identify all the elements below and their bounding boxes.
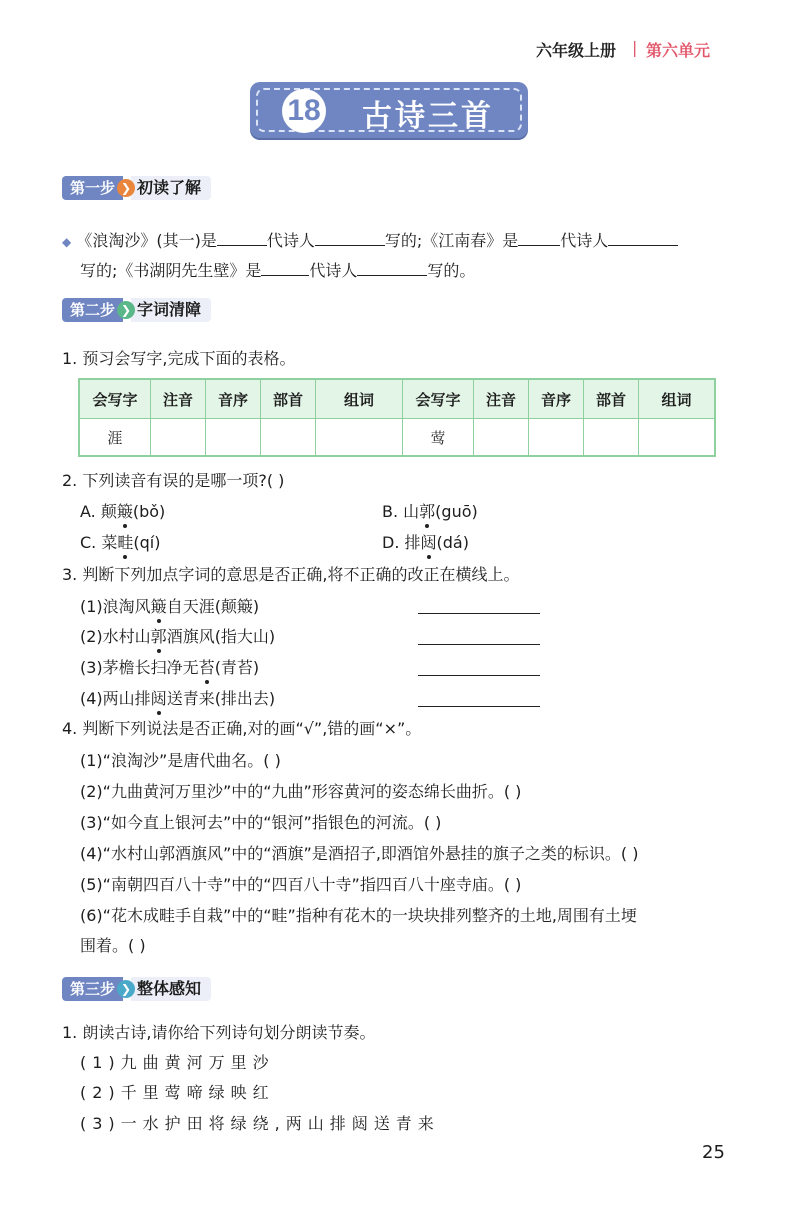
q4-item: (6)“花木成畦手自栽”中的“畦”指种有花木的一块块排列整齐的土地,周围有土埂: [80, 906, 637, 925]
step2-heading: [62, 298, 211, 322]
dotted-char: 郭: [151, 624, 167, 647]
option-c[interactable]: [80, 530, 160, 553]
q3-item: [80, 594, 259, 617]
table-header: 部首: [261, 379, 316, 419]
lesson-title: 古诗三首: [362, 99, 494, 134]
step1-tag: 第一步: [62, 176, 123, 200]
step1-line1: [62, 228, 678, 251]
answer-blank[interactable]: [608, 230, 678, 246]
dotted-char: 苔: [199, 655, 215, 678]
table-cell[interactable]: [639, 419, 716, 457]
q4-item: (2)“九曲黄河万里沙”中的“九曲”形容黄河的姿态绵长曲折。( ): [80, 782, 522, 801]
q4-item: (5)“南朝四百八十寺”中的“四百八十寺”指四百八十座寺庙。( ): [80, 875, 522, 894]
table-cell[interactable]: [316, 419, 403, 457]
chevron-right-icon: ❯: [117, 980, 135, 998]
option-text: B. 山: [382, 502, 420, 521]
answer-blank[interactable]: [217, 230, 267, 246]
poem-line: (3)一水护田将绿绕,两山排闼送青来: [80, 1114, 440, 1133]
table-header: 组词: [639, 379, 716, 419]
item-text: 酒旗风(指大山): [166, 627, 276, 646]
answer-blank[interactable]: [261, 260, 309, 276]
table-header: 音序: [206, 379, 261, 419]
answer-line[interactable]: [418, 705, 540, 707]
q3-text: 3. 判断下列加点字词的意思是否正确,将不正确的改正在横线上。: [62, 565, 520, 584]
step1-line2: [80, 258, 475, 281]
step1-text: 写的;《书湖阴先生壁》是: [80, 261, 262, 280]
option-d[interactable]: [382, 530, 469, 553]
q3-item: [80, 624, 275, 647]
option-text: D. 排: [382, 533, 421, 552]
table-header: 注音: [151, 379, 206, 419]
table-header: 会写字: [79, 379, 151, 419]
item-text: (1)浪淘风: [80, 597, 151, 616]
option-a[interactable]: [80, 499, 165, 522]
q4-item: (3)“如今直上银河去”中的“银河”指银色的河流。( ): [80, 813, 442, 832]
step1-text: 代诗人: [309, 261, 358, 280]
step1-text: 《浪淘沙》(其一)是: [76, 231, 217, 250]
table-row: [79, 419, 715, 457]
answer-line[interactable]: [418, 674, 540, 676]
lesson-banner: [250, 82, 528, 138]
table-header: 部首: [584, 379, 639, 419]
chevron-right-icon: ❯: [117, 179, 135, 197]
step3-q1-text: 1. 朗读古诗,请你给下列诗句划分朗读节奏。: [62, 1023, 376, 1042]
option-text: (qí): [133, 533, 161, 552]
table-header: 注音: [474, 379, 529, 419]
table-cell: 涯: [79, 419, 151, 457]
dotted-char: 簸: [151, 594, 167, 617]
step1-text: 代诗人: [266, 231, 315, 250]
table-cell: 莺: [403, 419, 474, 457]
step2-name: 字词清障: [131, 298, 211, 322]
table-header: 组词: [316, 379, 403, 419]
item-text: (青苔): [214, 658, 260, 677]
table-cell[interactable]: [584, 419, 639, 457]
answer-blank[interactable]: [518, 230, 560, 246]
answer-blank[interactable]: [357, 260, 427, 276]
step1-text: 写的。: [427, 261, 476, 280]
q4-text: 4. 判断下列说法是否正确,对的画“√”,错的画“×”。: [62, 719, 422, 738]
answer-blank[interactable]: [315, 230, 385, 246]
table-cell[interactable]: [206, 419, 261, 457]
page-number: 25: [702, 1142, 725, 1163]
item-text: (3)茅檐长扫净无: [80, 658, 199, 677]
dotted-char: 畦: [117, 530, 133, 553]
answer-line[interactable]: [418, 643, 540, 645]
table-header: 音序: [529, 379, 584, 419]
step2-tag: 第二步: [62, 298, 123, 322]
dotted-char: 闼: [151, 686, 167, 709]
option-text: C. 菜: [80, 533, 118, 552]
step3-name: 整体感知: [131, 977, 211, 1001]
q2-text: 2. 下列读音有误的是哪一项?( ): [62, 471, 285, 490]
poem-line: (2)千里莺啼绿映红: [80, 1083, 275, 1102]
table-cell[interactable]: [529, 419, 584, 457]
q1-text: 1. 预习会写字,完成下面的表格。: [62, 349, 296, 368]
option-text: (guō): [435, 502, 478, 521]
step1-name: 初读了解: [131, 176, 211, 200]
item-text: (2)水村山: [80, 627, 151, 646]
q4-item: (1)“浪淘沙”是唐代曲名。( ): [80, 751, 281, 770]
option-text: A. 颠: [80, 502, 117, 521]
option-text: (bǒ): [132, 502, 166, 521]
option-text: (dá): [436, 533, 469, 552]
header-separator: |: [632, 38, 638, 57]
table-cell[interactable]: [151, 419, 206, 457]
q4-item: 围着。( ): [80, 936, 146, 955]
table-cell[interactable]: [261, 419, 316, 457]
table-cell[interactable]: [474, 419, 529, 457]
table-header: 会写字: [403, 379, 474, 419]
chevron-right-icon: ❯: [117, 301, 135, 319]
dotted-char: 闼: [421, 530, 437, 553]
item-text: 送青来(排出去): [166, 689, 276, 708]
dotted-char: 簸: [117, 499, 133, 522]
step1-heading: [62, 176, 211, 200]
step1-text: 写的;《江南春》是: [384, 231, 519, 250]
diamond-bullet-icon: ◆: [62, 235, 72, 249]
step3-tag: 第三步: [62, 977, 123, 1001]
q3-item: [80, 686, 275, 709]
lesson-number: 18: [282, 89, 326, 133]
option-b[interactable]: [382, 499, 478, 522]
q4-item: (4)“水村山郭酒旗风”中的“酒旗”是酒招子,即酒馆外悬挂的旗子之类的标识。( ): [80, 844, 639, 863]
step1-text: 代诗人: [560, 231, 609, 250]
character-table: [78, 378, 716, 457]
dotted-char: 郭: [419, 499, 435, 522]
item-text: 自天涯(颠簸): [166, 597, 260, 616]
answer-line[interactable]: [418, 612, 540, 614]
table-header-row: [79, 379, 715, 419]
poem-line: (1)九曲黄河万里沙: [80, 1053, 275, 1072]
grade-label: 六年级上册: [536, 41, 617, 60]
q3-item: [80, 655, 259, 678]
item-text: (4)两山排: [80, 689, 151, 708]
step3-heading: [62, 977, 211, 1001]
unit-label: 第六单元: [646, 41, 711, 60]
